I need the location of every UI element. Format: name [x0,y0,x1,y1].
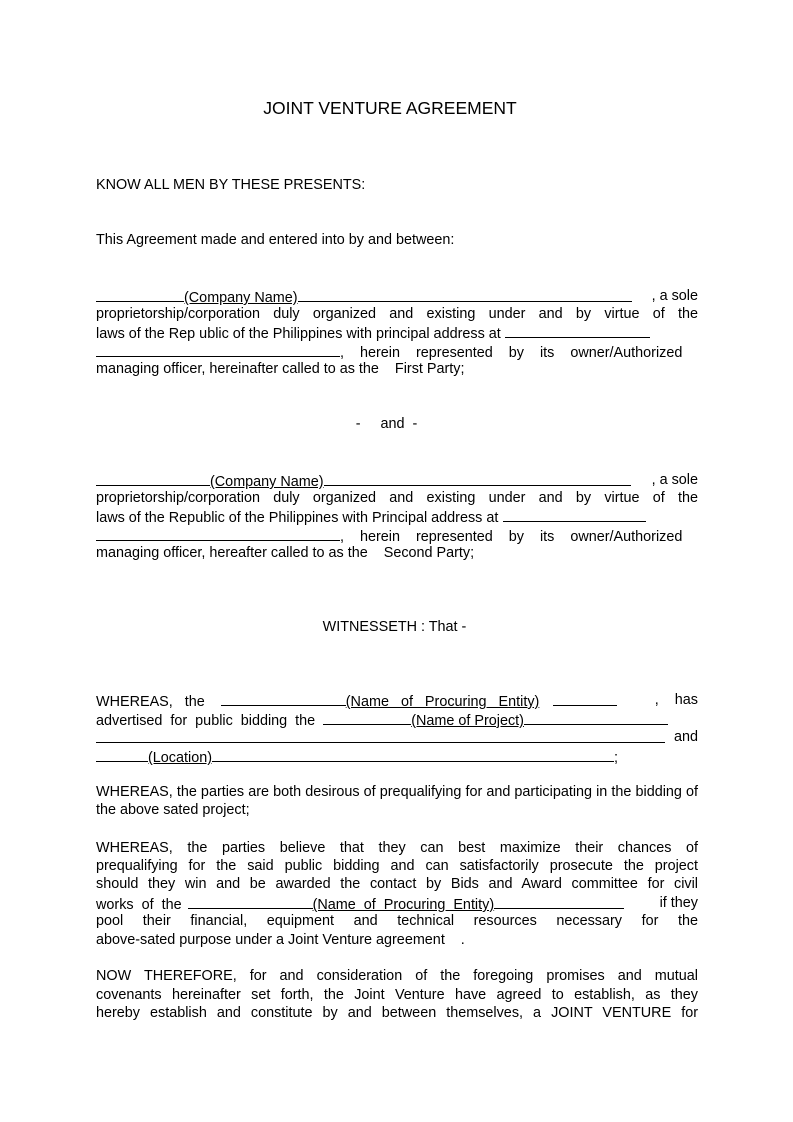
second-party-company-label: (Company Name) [210,474,324,490]
blank-line [553,691,617,706]
blank-line [96,471,210,486]
first-party-line-2: proprietorship/corporation duly organized and existing under and by virtue of the [96,306,698,322]
blank-line [96,747,148,762]
blank-line [323,710,411,725]
now-therefore-line-2: covenants hereinafter set forth, the Joint Venture have agreed to establish, as they [96,987,698,1003]
know-all-men-heading: KNOW ALL MEN BY THESE PRESENTS: [96,177,366,193]
second-party-line-2: proprietorship/corporation duly organized and existing under and by virtue of the [96,490,698,506]
intro-paragraph: This Agreement made and entered into by and between: [96,232,455,248]
now-therefore-line-1: NOW THEREFORE, for and consideration of the foregoing promises and mutual [96,968,698,984]
whereas-3-entity-label: (Name of Procuring Entity) [312,897,495,913]
first-party-represented: , herein represented by its owner/Authorized [340,345,683,361]
whereas-3-line-3: should they win and be awarded the contact by Bids and Award committee for civil [96,876,698,892]
second-party-sole: , a sole [651,472,698,488]
whereas-1-project-label: (Name of Project) [411,713,524,729]
blank-line [524,710,668,725]
whereas-3-works-of: works of the [96,897,182,913]
whereas-1-line-1 [96,691,698,711]
now-therefore-line-3: hereby establish and constitute by and between themselves, a JOINT VENTURE for [96,1005,698,1021]
first-party-line-5: managing officer, hereinafter called to as the First Party; [96,361,465,377]
blank-line [212,747,614,762]
document-title: JOINT VENTURE AGREEMENT [263,98,517,118]
blank-line [96,526,340,541]
whereas-1-line-4 [96,747,698,767]
blank-line [96,287,184,302]
first-party-address-label: laws of the Rep ublic of the Philippines with principal address at [96,326,501,342]
first-party-company-label: (Company Name) [184,290,298,306]
first-party-sole: , a sole [651,288,698,304]
whereas-3-line-5: pool their financial, equipment and technical resources necessary for the [96,913,698,929]
whereas-3-line-6: above-sated purpose under a Joint Venture agreement . [96,932,465,948]
and-separator: - and - [355,416,418,432]
witnesseth-heading: WITNESSETH : That - [322,619,467,635]
whereas-1-entity-label: (Name of Procuring Entity) [345,694,540,710]
blank-line [96,342,340,357]
second-party-address-label: laws of the Republic of the Philippines with Principal address at [96,510,499,526]
second-party-represented: , herein represented by its owner/Authorized [340,529,683,545]
whereas-1-location-label: (Location) [148,750,212,766]
whereas-1-and: and [673,729,698,745]
blank-line [505,323,650,338]
whereas-1-has: , has [654,692,698,708]
whereas-1-semicolon: ; [614,750,618,766]
whereas-2-paragraph: WHEREAS, the parties are both desirous of prequalifying for and participating in the bidding of the above sated project; [96,784,698,819]
blank-line [494,894,624,909]
whereas-3-if-they: if they [659,895,698,911]
whereas-1-lead: WHEREAS, the [96,694,205,710]
first-party-line-3 [96,323,698,343]
blank-line [188,894,313,909]
second-party-line-3 [96,507,698,527]
whereas-1-advertised: advertised for public bidding the [96,713,316,729]
blank-line [324,471,631,486]
blank-line [298,287,632,302]
whereas-3-line-2: prequalifying for the said public bidding and can satisfactorily prosecute the project [96,858,698,874]
blank-line [221,691,346,706]
whereas-3-line-1: WHEREAS, the parties believe that they can best maximize their chances of [96,840,698,856]
second-party-line-5: managing officer, hereafter called to as the Second Party; [96,545,475,561]
whereas-1-line-3 [96,728,698,748]
blank-line [96,728,665,743]
blank-line [503,507,646,522]
